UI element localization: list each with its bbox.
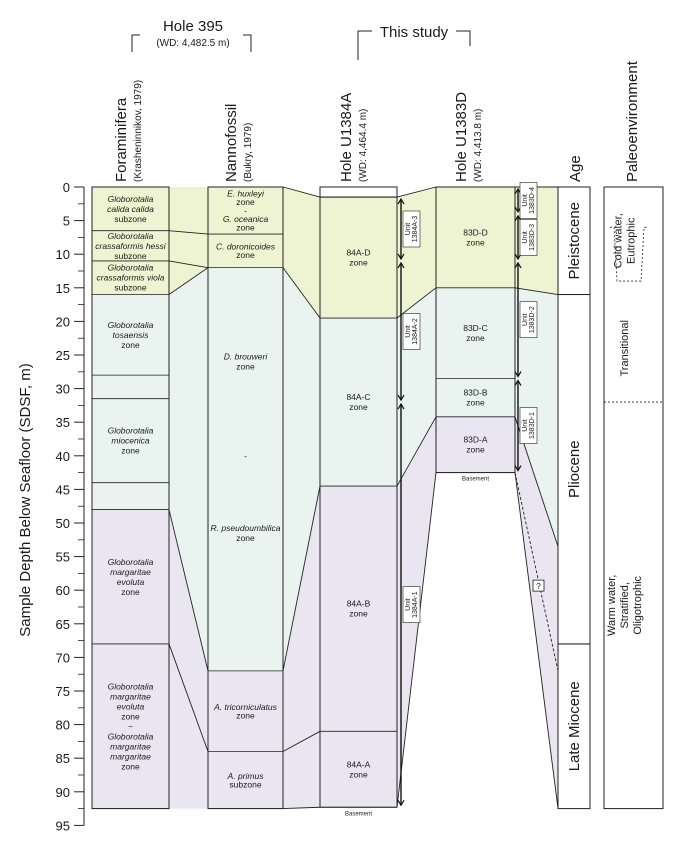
foram-zone-fill bbox=[92, 375, 169, 399]
nanno-zone-label: zone bbox=[236, 197, 255, 208]
foram-zone-label: margaritae bbox=[110, 741, 151, 752]
y-tick-label: 0 bbox=[62, 180, 70, 195]
u1384-zone-label: 84A-C bbox=[346, 392, 371, 403]
u1384-zone-label: 84A-A bbox=[346, 759, 371, 770]
u1384-basement-label: Basement bbox=[344, 811, 373, 818]
u1384-unit-label: Unit bbox=[405, 222, 412, 236]
y-tick-label: 90 bbox=[55, 784, 70, 800]
age-label: Pleistocene bbox=[566, 201, 583, 280]
foram-zone-label: Globorotalia bbox=[107, 425, 154, 436]
nanno-col-ref: (Bukry, 1979) bbox=[243, 122, 254, 182]
nanno-zone-label: E. huxleyi bbox=[227, 188, 264, 199]
y-tick-label: 45 bbox=[55, 482, 70, 498]
foram-zone-label: crassaformis hessi bbox=[95, 240, 166, 251]
y-tick-label: 35 bbox=[55, 415, 70, 431]
u1383-zone-label: zone bbox=[466, 444, 485, 455]
nanno-zone-label: A. primus bbox=[227, 770, 264, 781]
u1383-unit-label: 1383D-2 bbox=[529, 306, 536, 334]
foram-zone-fill bbox=[92, 483, 169, 510]
hole395-bracket bbox=[132, 18, 251, 52]
foram-zone-label: Globorotalia bbox=[107, 556, 154, 567]
y-tick-label: 40 bbox=[55, 448, 70, 464]
foram-zone-label: zone bbox=[121, 339, 140, 350]
foram-zone-label: Globorotalia bbox=[107, 193, 154, 204]
y-tick-label: 75 bbox=[55, 684, 70, 699]
y-tick-label: 95 bbox=[55, 818, 70, 834]
nanno-zone-label: zone bbox=[236, 361, 255, 372]
y-axis-label: Sample Depth Below Seafloor (SDSF, m) bbox=[17, 363, 34, 637]
y-tick-label: 25 bbox=[55, 348, 70, 363]
y-axis bbox=[17, 180, 84, 833]
y-tick-label: 85 bbox=[55, 751, 70, 767]
y-tick-label: 60 bbox=[55, 583, 70, 599]
u1383-unit-label: Unit bbox=[522, 194, 529, 207]
foram-zone-label: evoluta bbox=[116, 701, 145, 712]
y-tick-label: 50 bbox=[55, 516, 70, 531]
age-fill bbox=[558, 295, 590, 547]
y-tick-label: 70 bbox=[55, 650, 70, 666]
u1383-unit-label: Unit bbox=[522, 419, 529, 432]
y-tick-label: 30 bbox=[55, 381, 70, 397]
column-headers bbox=[113, 60, 641, 182]
u1383-unit-label: 1383D-4 bbox=[529, 187, 536, 214]
nanno-zone-label: C. doronicoides bbox=[215, 241, 276, 252]
nanno-zone-label: D. brouweri bbox=[223, 351, 268, 362]
foram-zone-label: margaritae bbox=[110, 751, 151, 762]
foram-zone-label: crassaformis viola bbox=[96, 272, 165, 283]
u1384-zone-label: zone bbox=[349, 402, 368, 413]
hole395-title: Hole 395 bbox=[162, 18, 224, 35]
foram-zone-label: subzone bbox=[114, 250, 147, 261]
foram-zone-label: Globorotalia bbox=[107, 230, 154, 241]
nanno-zone-label: zone bbox=[236, 222, 255, 233]
u1383-zone-label: zone bbox=[466, 237, 485, 248]
y-tick-label: 65 bbox=[55, 616, 70, 632]
u1384-top-gap bbox=[320, 187, 397, 197]
paleo-label: Warm water, bbox=[606, 574, 618, 636]
u1384-unit-label: Unit bbox=[405, 598, 412, 611]
u1384-unit-label: 1384A-2 bbox=[412, 318, 419, 345]
paleo-column-outline bbox=[604, 187, 663, 809]
u1384-zone-label: 84A-B bbox=[346, 598, 371, 609]
u1384-col-title: Hole U1384A bbox=[338, 92, 355, 182]
u1383-unit-label: 1383D-3 bbox=[529, 223, 536, 251]
foram-zone-label: Globorotalia bbox=[107, 319, 154, 330]
u1384-col-wd: (WD: 4,464.4 m) bbox=[358, 108, 369, 182]
u1384-zone-label: zone bbox=[349, 608, 368, 619]
foram-zone-label: tosaensis bbox=[112, 329, 149, 340]
foram-zone-label: subzone bbox=[114, 213, 147, 224]
u1383-unit-label: Unit bbox=[522, 313, 529, 326]
y-tick-label: 55 bbox=[55, 549, 70, 565]
u1384-zone-label: zone bbox=[349, 769, 368, 780]
u1383-zone-label: 83D-D bbox=[463, 227, 488, 238]
age-col-title: Age bbox=[567, 155, 584, 182]
age-label: Pliocene bbox=[566, 440, 583, 499]
hole395-wd: (WD: 4,482.5 m) bbox=[156, 38, 230, 49]
u1383-unit-label: 1383D-1 bbox=[529, 412, 536, 439]
foram-zone-label: evoluta bbox=[116, 576, 145, 587]
foram-zone-label: zone bbox=[121, 586, 140, 597]
u1383-col-wd: (WD: 4,413.8 m) bbox=[473, 108, 484, 182]
foram-col-ref: (Krasheninnikov, 1979) bbox=[133, 79, 144, 182]
foram-zone-label: Globorotalia bbox=[107, 731, 154, 742]
foram-zone-label: Globorotalia bbox=[107, 681, 154, 692]
nanno-zone-label: subzone bbox=[229, 779, 262, 790]
u1383-col-title: Hole U1383D bbox=[453, 91, 470, 182]
foram-zone-label: zone bbox=[121, 445, 140, 456]
foram-zone-label: miocenica bbox=[111, 435, 150, 446]
foram-col-title: Foraminifera bbox=[113, 97, 130, 182]
paleo-label: Stratified, bbox=[619, 582, 631, 629]
u1383-zone-label: 83D-B bbox=[463, 387, 488, 398]
paleo-label: Oligotrophic bbox=[632, 575, 644, 635]
u1383-unit-label: Unit bbox=[522, 231, 529, 244]
paleo-label: Transitional bbox=[619, 320, 631, 377]
nanno-zone-label: zone bbox=[236, 710, 255, 721]
u1383-zone-label: zone bbox=[466, 397, 485, 408]
u1383-zone-label: zone bbox=[466, 333, 485, 344]
u1383-basement-label: Basement bbox=[461, 476, 490, 483]
foram-zone-label: Globorotalia bbox=[107, 262, 154, 273]
paleo-label: Cold water, bbox=[612, 213, 625, 269]
foram-zone-label: calida calida bbox=[107, 203, 154, 214]
nanno-zone-label: zone bbox=[236, 533, 255, 544]
nanno-zone-label: G. oceanica bbox=[222, 214, 269, 225]
this-study-bracket bbox=[358, 24, 470, 60]
age-label: Late Miocene bbox=[566, 681, 583, 772]
foram-zone-label: zone bbox=[121, 761, 140, 772]
u1384-zone-label: 84A-D bbox=[346, 247, 371, 258]
this-study-title: This study bbox=[379, 24, 449, 41]
paleo-col-title: Paleoenvironment bbox=[624, 61, 641, 182]
y-tick-label: 20 bbox=[55, 314, 70, 330]
y-tick-label: 15 bbox=[55, 280, 70, 296]
foram-zone-label: zone bbox=[121, 711, 140, 722]
foram-zone-label: margaritae bbox=[110, 691, 151, 702]
nanno-col-title: Nannofossil bbox=[223, 103, 240, 182]
nanno-zone-label: - bbox=[244, 450, 247, 461]
y-tick-label: 5 bbox=[62, 213, 70, 229]
u1384-zone-label: zone bbox=[349, 257, 368, 268]
nanno-zone-label: zone bbox=[236, 250, 255, 261]
y-tick-label: 80 bbox=[55, 717, 70, 733]
nanno-zone-label: R. pseudoumbilica bbox=[210, 523, 281, 534]
question-mark: ? bbox=[536, 581, 541, 592]
foram-zone-label: margaritae bbox=[110, 566, 151, 577]
u1383-zone-label: 83D-C bbox=[463, 323, 488, 334]
nanno-transition-fill bbox=[208, 268, 283, 671]
y-tick-label: 10 bbox=[55, 247, 70, 263]
foram-zone-label: ~ bbox=[128, 721, 133, 732]
u1384-unit-label: 1384A-1 bbox=[412, 591, 419, 618]
u1384-unit-label: 1384A-3 bbox=[412, 215, 419, 243]
u1384-unit-label: Unit bbox=[405, 325, 412, 338]
nanno-zone-label: - bbox=[244, 205, 247, 216]
nanno-zone-label: A. tricorniculatus bbox=[214, 701, 277, 712]
foram-zone-label: subzone bbox=[114, 282, 147, 293]
paleo-label: Eutrophic bbox=[625, 217, 638, 265]
u1383-zone-label: 83D-A bbox=[463, 434, 488, 445]
